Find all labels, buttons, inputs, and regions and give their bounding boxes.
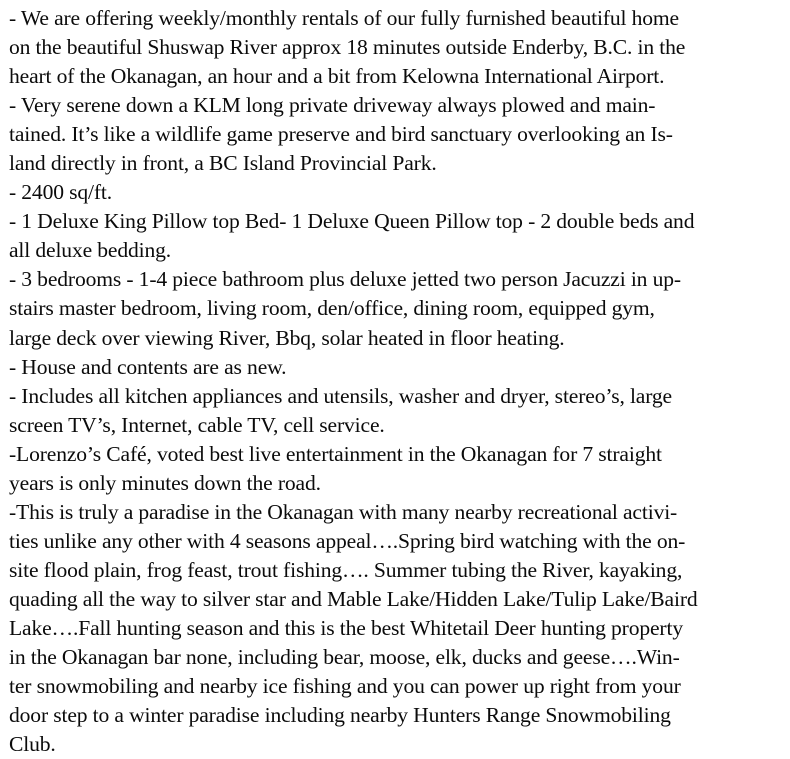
text-line: - 3 bedrooms - 1-4 piece bathroom plus deluxe jetted two person Jacuzzi in up- <box>9 267 681 292</box>
text-line: quading all the way to silver star and Mable Lake/Hidden Lake/Tulip Lake/Baird <box>9 586 698 611</box>
text-line: heart of the Okanagan, an hour and a bit from Kelowna International Airport. <box>9 64 665 89</box>
text-line: Lake….Fall hunting season and this is the best Whitetail Deer hunting property <box>9 615 683 640</box>
text-line: door step to a winter paradise including nearby Hunters Range Snowmobiling <box>9 703 671 728</box>
text-line: -This is truly a paradise in the Okanagan with many nearby recreational activi- <box>9 499 678 524</box>
text-line: - We are offering weekly/monthly rentals of our fully furnished beautiful home <box>9 6 679 30</box>
text-line: ter snowmobiling and nearby ice fishing and you can power up right from your <box>9 674 681 699</box>
text-line: screen TV’s, Internet, cable TV, cell service. <box>9 412 385 437</box>
text-line: tained. It’s like a wildlife game preserve and bird sanctuary overlooking an Is- <box>9 122 673 147</box>
text-line: all deluxe bedding. <box>9 238 172 263</box>
text-line: large deck over viewing River, Bbq, solar heated in floor heating. <box>9 325 565 350</box>
text-line: - House and contents are as new. <box>9 354 287 379</box>
text-line: -Lorenzo’s Café, voted best live entertainment in the Okanagan for 7 straight <box>9 441 662 466</box>
text-line: site flood plain, frog feast, trout fishing…. Summer tubing the River, kayaking, <box>9 557 683 582</box>
text-line: ties unlike any other with 4 seasons appeal….Spring bird watching with the on- <box>9 528 686 553</box>
text-line: years is only minutes down the road. <box>9 470 321 495</box>
text-line: - Includes all kitchen appliances and utensils, washer and dryer, stereo’s, large <box>9 383 672 408</box>
text-line: land directly in front, a BC Island Provincial Park. <box>9 151 437 176</box>
text-line: stairs master bedroom, living room, den/office, dining room, equipped gym, <box>9 296 655 321</box>
text-line: - 1 Deluxe King Pillow top Bed- 1 Deluxe Queen Pillow top - 2 double beds and <box>9 209 695 234</box>
text-line: on the beautiful Shuswap River approx 18 minutes outside Enderby, B.C. in the <box>9 35 686 60</box>
text-line: - Very serene down a KLM long private driveway always plowed and main- <box>9 93 656 118</box>
text-line: Club. <box>9 732 56 757</box>
text-line: in the Okanagan bar none, including bear, moose, elk, ducks and geese….Win- <box>9 645 680 670</box>
text-line: - 2400 sq/ft. <box>9 180 113 205</box>
